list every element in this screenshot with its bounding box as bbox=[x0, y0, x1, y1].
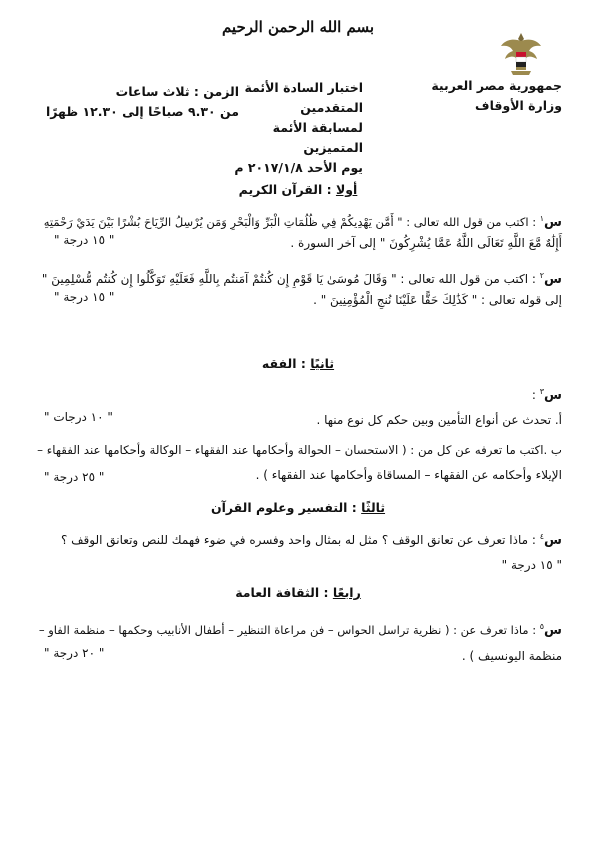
exam-duration: الزمن : ثلاث ساعات bbox=[115, 84, 239, 99]
section-heading-quran: أولا : القرآن الكريم bbox=[238, 182, 358, 197]
egypt-eagle-emblem-icon bbox=[499, 30, 543, 78]
question-1-degree: " ١٥ درجة " bbox=[54, 233, 115, 247]
country-name: جمهورية مصر العربية bbox=[431, 78, 562, 93]
question-1-line-1: س$^١$ : اكتب من قول الله تعالى : " أَمَّن يَهْدِيكُمْ فِي ظُلُمَاتِ الْبَرِّ وَالْبَحْرِ وَمَن يُرْسِلُ الرِّيَاحَ بُشْرًا بَيْنَ يَدَيْ رَحْمَتِهِ bbox=[43, 214, 562, 230]
section-heading-tafsir: ثالثًا : التفسير وعلوم القرآن bbox=[210, 500, 386, 515]
question-3-label: س$^٣$ : bbox=[531, 387, 562, 403]
time-header bbox=[46, 82, 239, 122]
question-3-part-a: أ. تحدث عن أنواع التأمين وبين حكم كل نوع منها . bbox=[316, 413, 562, 427]
question-5-line-2: منظمة اليونسيف ) . bbox=[461, 649, 562, 663]
ministry-name: وزارة الأوقاف bbox=[475, 98, 562, 113]
question-4-degree: " ١٥ درجة " bbox=[501, 558, 562, 572]
basmala: بسم الله الرحمن الرحيم bbox=[221, 18, 375, 36]
question-2-line-2: إلى قوله تعالى : " كَذَٰلِكَ حَقًّا عَلَيْنَا نُنجِ الْمُؤْمِنِينَ " . bbox=[313, 293, 562, 307]
exam-competition: لمسابقة الأئمة المتميزين bbox=[272, 120, 363, 155]
question-4-line: س$^٤$ : ماذا تعرف عن تعانق الوقف ؟ مثل له بمثال واحد وفسره في ضوء فهمك للنص وتعانق الوقف ؟ bbox=[60, 532, 562, 548]
exam-title: اختبار السادة الأئمة المتقدمين bbox=[244, 80, 363, 115]
question-3-part-b-line-1: ب .اكتب ما تعرفه عن كل من : ( الاستحسان – الحوالة وأحكامها عند الفقهاء – الوكالة وأحكامها عند الفقهاء – bbox=[37, 443, 562, 457]
exam-date: يوم الأحد ٢٠١٧/١/٨ م bbox=[234, 160, 363, 175]
question-3-part-b-line-2: الإيلاء وأحكامه عن الفقهاء – المساقاة وأحكامها عند الفقهاء ) . bbox=[255, 468, 562, 482]
question-2-line-1: س$^٢$ : اكتب من قول الله تعالى : " وَقَالَ مُوسَىٰ يَا قَوْمِ إِن كُنتُمْ آمَنتُم بِاللَّهِ فَعَلَيْهِ تَوَكَّلُوا إِن كُنتُم مُّسْلِمِينَ " bbox=[41, 271, 562, 287]
section-heading-fiqh: ثانيًا : الفقه bbox=[261, 356, 335, 371]
question-3b-degree: " ٢٥ درجة " bbox=[44, 470, 105, 484]
question-3a-degree: " ١٠ درجات " bbox=[44, 410, 113, 424]
section-heading-culture: رابعًا : الثقافة العامة bbox=[235, 585, 361, 600]
question-1-line-2: أَإِلَٰهٌ مَّعَ اللَّهِ تَعَالَى اللَّهُ عَمَّا يُشْرِكُونَ " إلى آخر السورة . bbox=[290, 236, 562, 250]
question-5-degree: " ٢٠ درجة " bbox=[44, 646, 105, 660]
question-5-line-1: س$^٥$ : ماذا تعرف عن : ( نظرية تراسل الحواس – فن مراعاة التنظير – أطفال الأنابيب وحكمها – منظمة الفاو – bbox=[38, 622, 562, 638]
question-2-degree: " ١٥ درجة " bbox=[54, 290, 115, 304]
exam-hours: من ٩.٣٠ صباحًا إلى ١٢.٣٠ ظهرًا bbox=[46, 104, 239, 119]
